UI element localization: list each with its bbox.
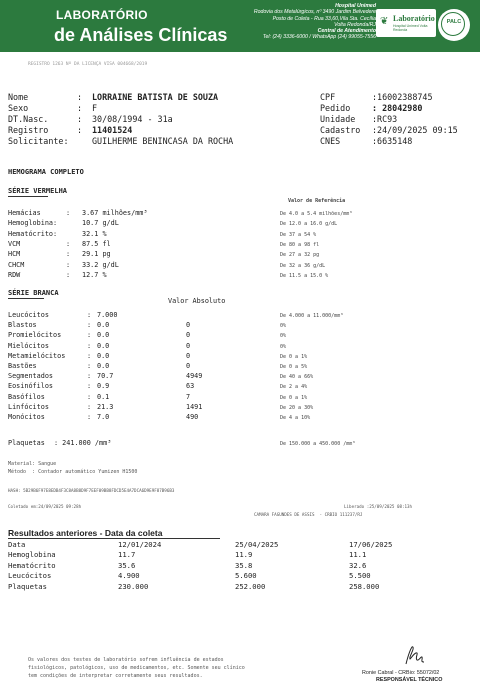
- patient-registry: 11401524: [92, 125, 133, 135]
- white-row-absolute: 0: [186, 321, 191, 330]
- label-cnes: CNES: [320, 136, 341, 146]
- red-row-ref: De 12.0 a 16.0 g/dL: [280, 221, 338, 228]
- white-row-label: Linfócitos: [8, 402, 49, 411]
- white-row-label: Eosinófilos: [8, 382, 54, 391]
- white-row-ref: De 2 a 4%: [280, 384, 308, 391]
- white-row-sep: :: [87, 341, 92, 350]
- previous-row-cell: 25/04/2025: [235, 540, 279, 549]
- disclaimer-line2: fisiológicos, patológicos, uso de medicamentos, etc. Somente seu clínico: [28, 665, 245, 671]
- white-row-sep: :: [87, 392, 92, 401]
- previous-row-cell: 11.7: [118, 550, 136, 560]
- previous-row-cell: 11.9: [235, 550, 253, 560]
- logo-line2: de Análises Clínicas: [54, 25, 228, 45]
- white-row-sep: :: [87, 331, 92, 340]
- exam-title: HEMOGRAMA COMPLETO: [8, 168, 84, 176]
- white-row-value: 0.0: [97, 341, 110, 350]
- released-by: CAMARA FAGUNDES DE ASSIS - CRBIO 111237/RJ: [254, 512, 363, 517]
- abs-header: Valor Absoluto: [168, 297, 226, 305]
- red-row-sep: :: [66, 270, 71, 279]
- lab-header: [0, 0, 480, 52]
- white-row-label: Metamielócitos: [8, 351, 66, 360]
- red-row-label: HCM: [8, 250, 21, 259]
- patient-sex: F: [92, 103, 98, 113]
- red-row-sep: :: [66, 209, 71, 217]
- label-name: Nome: [8, 92, 29, 102]
- registered-value: :24/09/2025 09:15: [372, 125, 458, 135]
- label-unit: Unidade: [320, 114, 356, 124]
- white-row-value: 0.0: [97, 321, 110, 330]
- red-row-label: Hemácias: [8, 209, 41, 217]
- white-row-value: 0.0: [97, 362, 110, 370]
- red-row-value: 29.1 pg: [82, 250, 111, 259]
- white-row-sep: :: [87, 321, 92, 330]
- patient-name: LORRAINE BATISTA DE SOUZA: [92, 92, 219, 102]
- previous-row-label: Data: [8, 540, 26, 549]
- address-line1: Rodovia dos Metalúrgicos, nº 3490 Jardim Belvedere: [253, 9, 376, 16]
- label-registry: Registro: [8, 125, 49, 135]
- white-row-sep: :: [87, 311, 92, 319]
- white-row-value: 0.0: [97, 351, 110, 360]
- label-sex: Sexo: [8, 103, 29, 113]
- red-row-label: Hemoglobina:: [8, 219, 58, 228]
- registry-note: REGISTRO 1263 Nº DA LICENÇA VISA 004668/2019: [28, 62, 148, 67]
- previous-row-label: Hemoglobina: [8, 550, 56, 560]
- previous-row-cell: 5.500: [349, 571, 371, 581]
- order-value: : 28042980: [372, 103, 423, 113]
- white-row-label: Segmentados: [8, 372, 54, 381]
- hash: HASH: 5B29B6F97E8EDB4F3C8A8B8D9F7EEF09BB8FDCD5E4A7DCA6D9E9F87B96B3: [8, 488, 175, 493]
- cnes-value: :6635148: [372, 136, 413, 146]
- responsible-name: Ronie Cabral - CRBio: 55072/02: [362, 670, 440, 676]
- platelets-value: : 241.000 /mm³: [54, 439, 112, 447]
- patient-requester: GUILHERME BENINCASA DA ROCHA: [92, 136, 234, 146]
- red-row-label: CHCM: [8, 260, 25, 269]
- red-row-value: 33.2 g/dL: [82, 260, 119, 269]
- method: Método : Contador automático Yumizen H1500: [8, 469, 138, 475]
- previous-row-label: Leucócitos: [8, 571, 52, 581]
- previous-row-cell: 32.6: [349, 560, 367, 570]
- previous-row-cell: 17/06/2025: [349, 540, 393, 549]
- label-order: Pedido: [320, 103, 351, 113]
- white-row-label: Blastos: [8, 321, 37, 330]
- white-series-title: SÉRIE BRANCA: [8, 289, 59, 297]
- platelets-ref: De 150.000 a 450.000 /mm³: [280, 441, 356, 447]
- previous-row-cell: 258.000: [349, 581, 380, 591]
- collected-date: Coletado em:24/09/2025 09:28h: [8, 504, 82, 509]
- white-row-ref: De 0 a 5%: [280, 364, 308, 370]
- previous-row-cell: 5.600: [235, 571, 257, 581]
- white-series-underline: [8, 298, 44, 299]
- released-date: Liberado :25/09/2025 08:13h: [344, 504, 413, 509]
- red-row-ref: De 4.0 a 5.4 milhões/mm³: [280, 211, 353, 217]
- sep-registry: :: [77, 125, 83, 135]
- white-row-absolute: 0: [186, 341, 191, 350]
- white-row-value: 0.9: [97, 382, 110, 391]
- red-row-ref: De 32 a 36 g/dL: [280, 262, 326, 269]
- white-row-absolute: 63: [186, 382, 195, 391]
- sep-sex: :: [77, 103, 83, 113]
- white-row-label: Leucócitos: [8, 311, 49, 319]
- red-row-label: RDW: [8, 270, 21, 279]
- white-row-value: 0.0: [97, 331, 110, 340]
- white-row-value: 7.0: [97, 413, 110, 421]
- white-row-ref: 0%: [280, 333, 287, 340]
- white-row-label: Monócitos: [8, 413, 45, 421]
- white-row-ref: De 40 a 66%: [280, 374, 314, 381]
- patient-birth: 30/08/1994 - 31a: [92, 114, 173, 124]
- white-row-absolute: 4949: [186, 372, 203, 381]
- red-row-sep: :: [66, 260, 71, 269]
- leaf-icon: ❦: [380, 16, 389, 27]
- white-row-sep: :: [87, 382, 92, 391]
- red-row-ref: De 11.5 a 15.0 %: [280, 272, 329, 279]
- white-row-ref: De 0 a 1%: [280, 353, 308, 360]
- white-row-sep: :: [87, 372, 92, 381]
- white-row-ref: 0%: [280, 323, 287, 330]
- central-label: Central de Atendimento: [317, 28, 376, 35]
- red-row-value: 32.1 %: [82, 229, 107, 238]
- disclaimer-line3: tem condições de interpretar corretamente seus resultados.: [28, 673, 203, 679]
- white-row-sep: :: [87, 351, 92, 360]
- unit-value: :RC93: [372, 114, 398, 124]
- white-row-label: Promielócitos: [8, 331, 62, 340]
- white-row-ref: De 4 a 10%: [280, 415, 311, 421]
- previous-row-cell: 252.000: [235, 581, 266, 591]
- logo-line1: LABORATÓRIO: [56, 8, 148, 22]
- white-row-sep: :: [87, 402, 92, 411]
- white-row-label: Basófilos: [8, 392, 45, 401]
- lab-logo-name: Laboratório: [393, 14, 435, 23]
- previous-row-cell: 4.900: [118, 571, 140, 581]
- palc-seal-text: PALC: [446, 19, 462, 25]
- red-row-sep: :: [66, 250, 71, 259]
- red-row-ref: De 27 a 32 pg: [280, 252, 320, 259]
- label-birth: DT.Nasc.: [8, 114, 49, 124]
- previous-row-label: Hematócrito: [8, 560, 56, 570]
- white-row-value: 21.3: [97, 402, 114, 411]
- white-row-sep: :: [87, 362, 92, 370]
- red-row-value: 12.7 %: [82, 270, 107, 279]
- responsible-role: RESPONSÁVEL TÉCNICO: [376, 677, 443, 683]
- white-row-ref: 0%: [280, 343, 287, 350]
- red-series-title: SÉRIE VERMELHA: [8, 187, 68, 195]
- white-row-sep: :: [87, 413, 92, 421]
- previous-row-cell: 35.6: [118, 560, 136, 570]
- white-row-value: 7.000: [97, 311, 118, 319]
- red-row-value: 10.7 g/dL: [82, 219, 119, 228]
- white-row-label: Mielócitos: [8, 341, 49, 350]
- white-row-value: 70.7: [97, 372, 114, 381]
- white-row-value: 0.1: [97, 392, 110, 401]
- white-row-absolute: 7: [186, 392, 191, 401]
- white-row-label: Bastões: [8, 362, 37, 370]
- white-row-ref: De 0 a 1%: [280, 394, 308, 401]
- red-row-sep: :: [66, 239, 71, 248]
- red-row-label: VCM: [8, 239, 21, 248]
- cpf-value: :16002388745: [372, 92, 433, 102]
- red-row-value: 87.5 fl: [82, 239, 111, 248]
- ref-header: Valor de Referência: [288, 198, 346, 204]
- white-row-absolute: 1491: [186, 402, 203, 411]
- previous-row-cell: 12/01/2024: [118, 540, 162, 549]
- sep-name: :: [77, 92, 83, 102]
- platelets-label: Plaquetas: [8, 439, 45, 447]
- sep-birth: :: [77, 114, 83, 124]
- material: Material: Sangue: [8, 461, 57, 467]
- red-row-ref: De 80 a 98 fl: [280, 241, 320, 248]
- previous-row-cell: 230.000: [118, 581, 149, 591]
- previous-results-title: Resultados anteriores - Data da coleta: [8, 528, 163, 538]
- previous-row-label: Plaquetas: [8, 581, 47, 591]
- white-row-absolute: 490: [186, 413, 199, 421]
- white-row-absolute: 0: [186, 331, 191, 340]
- white-row-ref: De 20 a 30%: [280, 404, 314, 411]
- label-registered: Cadastro: [320, 125, 361, 135]
- white-row-absolute: 0: [186, 351, 191, 360]
- label-requester: Solicitante:: [8, 136, 69, 146]
- signature-image: [400, 644, 428, 668]
- previous-results-underline: [8, 538, 220, 539]
- red-series-underline: [8, 196, 48, 197]
- hospital-name: Hospital Unimed: [335, 3, 376, 9]
- red-row-label: Hematócrito:: [8, 229, 58, 238]
- white-row-absolute: 0: [186, 362, 191, 370]
- address-line3: Volta Redonda/RJ: [334, 21, 376, 28]
- label-cpf: CPF: [320, 92, 336, 102]
- address-line2: Posto de Coleta - Rua 33,60,Vila Sta. Cecília: [272, 15, 376, 22]
- white-row-ref: De 4.000 a 11.000/mm³: [280, 313, 344, 319]
- previous-row-cell: 11.1: [349, 550, 367, 560]
- red-row-ref: De 37 a 54 %: [280, 231, 317, 238]
- lab-logo-sub: Hospital Unimed Volta Redonda: [393, 24, 428, 32]
- disclaimer-line1: Os valores dos testes de laboratório sofrem influência de estados: [28, 657, 224, 663]
- phones: Tel: (24) 3336-6000 / WhatsApp (24) 99055-7556: [262, 34, 376, 41]
- red-row-value: 3.67 milhões/mm³: [82, 209, 148, 217]
- previous-row-cell: 35.8: [235, 560, 253, 570]
- header-contact: [226, 3, 376, 41]
